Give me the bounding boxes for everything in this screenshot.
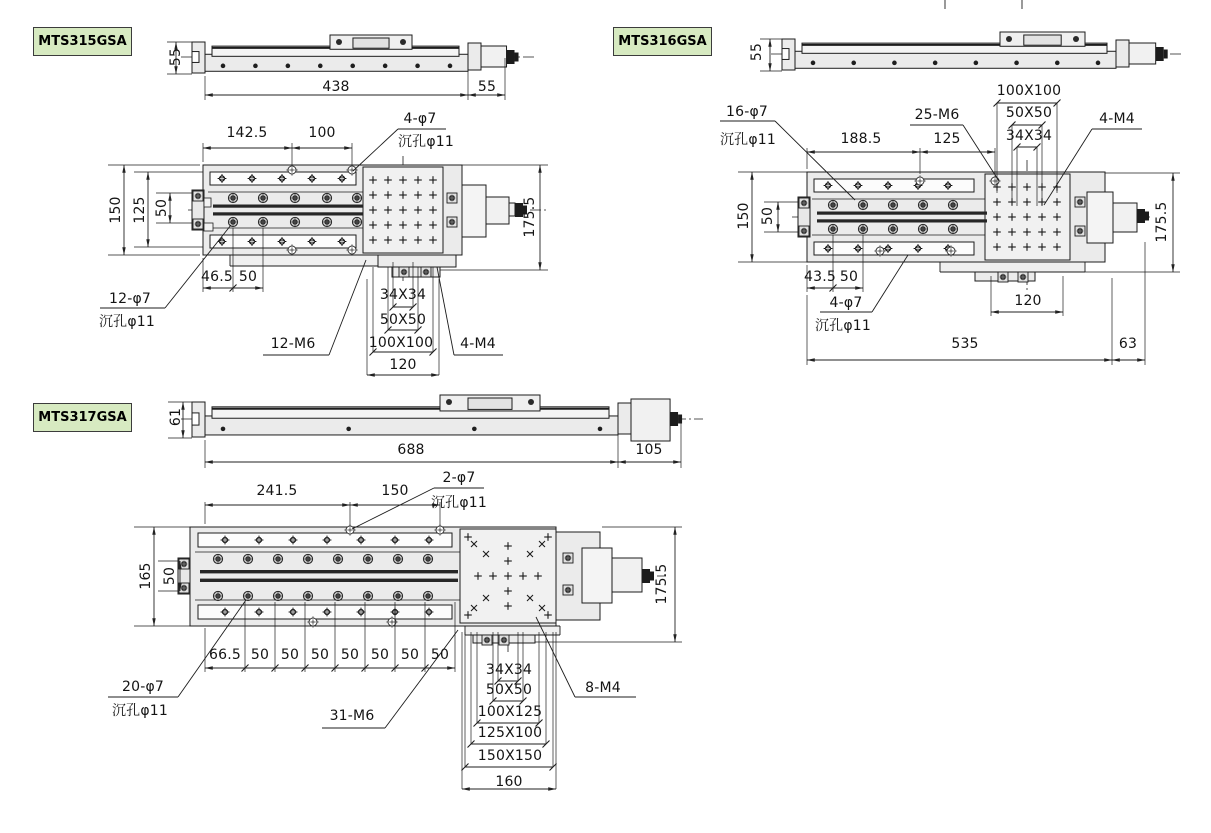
label-m316-L150: 150 (736, 202, 752, 230)
label-m315-top1: 142.5 (226, 125, 268, 141)
model-label: MTS315GSA (38, 34, 127, 49)
label-m316-R: 175.5 (1154, 201, 1170, 243)
label-m315-s3: 100X100 (368, 335, 434, 351)
label-m317-row-3: 50 (310, 647, 330, 663)
label-m316-top2: 125 (933, 131, 961, 147)
label-m317-row-7: 50 (430, 647, 450, 663)
label-m316-co_b1: 4-φ7 (829, 295, 863, 311)
label-m316-side_h: 55 (749, 42, 765, 62)
label-m316-d535: 535 (951, 336, 979, 352)
label-m317-side_end: 105 (635, 442, 663, 458)
label-m315-s1: 34X34 (379, 287, 427, 303)
label-m316-b1: 43.5 (804, 269, 836, 285)
label-m316-m6: 25-M6 (914, 107, 960, 123)
label-m315-s4: 120 (389, 357, 417, 373)
label-m316-s1: 100X100 (996, 83, 1062, 99)
label-m317-co_l2: 沉孔φ11 (111, 703, 169, 719)
label-m317-co_l1: 20-φ7 (121, 679, 165, 695)
label-m317-L165: 165 (138, 562, 154, 590)
label-m316-d63: 63 (1118, 336, 1138, 352)
label-m317-row-6: 50 (400, 647, 420, 663)
label-m317-s5: 150X150 (477, 748, 543, 764)
label-m317-co_top2: 沉孔φ11 (430, 495, 488, 511)
label-m315-side_len: 438 (322, 79, 350, 95)
model-badge-mts316gsa (613, 27, 712, 56)
label-m317-s3: 100X125 (477, 704, 543, 720)
model-label: MTS316GSA (618, 34, 707, 49)
label-m315-co_top2: 沉孔φ11 (397, 134, 455, 150)
label-m317-co_top1: 2-φ7 (442, 470, 476, 486)
label-m316-L50: 50 (760, 206, 776, 226)
label-m317-row-0: 66.5 (209, 647, 241, 663)
label-m317-top1: 241.5 (256, 483, 298, 499)
label-m317-side_len: 688 (397, 442, 425, 458)
label-m315-m4: 4-M4 (460, 336, 496, 352)
label-m315-L50: 50 (154, 198, 170, 218)
label-m317-top2: 150 (381, 483, 409, 499)
label-m316-d120: 120 (1014, 293, 1042, 309)
label-m315-b1: 46.5 (201, 269, 233, 285)
label-m316-b2: 50 (839, 269, 859, 285)
label-m315-co_l1: 12-φ7 (108, 291, 152, 307)
label-m315-s2: 50X50 (379, 312, 427, 328)
label-m315-L125: 125 (132, 196, 148, 224)
label-m316-co_l1: 16-φ7 (725, 104, 769, 120)
label-m315-R: 175.5 (522, 196, 538, 238)
label-m317-L50: 50 (162, 566, 178, 586)
label-m316-co_b2: 沉孔φ11 (814, 318, 872, 334)
label-m315-L150: 150 (108, 196, 124, 224)
label-m317-s6: 160 (495, 774, 523, 790)
label-m317-m4: 8-M4 (585, 680, 621, 696)
label-m317-R: 175.5 (654, 563, 670, 605)
label-m316-s3: 34X34 (1005, 128, 1053, 144)
label-m316-co_l2: 沉孔φ11 (719, 132, 777, 148)
label-m316-s2: 50X50 (1005, 105, 1053, 121)
label-m317-side_h: 61 (168, 407, 184, 427)
label-m317-s1: 34X34 (485, 662, 533, 678)
model-badge-mts315gsa (33, 27, 132, 56)
label-m315-co_l2: 沉孔φ11 (98, 314, 156, 330)
model-badge-mts317gsa (33, 403, 132, 432)
label-m315-m6: 12-M6 (270, 336, 316, 352)
label-m317-m6: 31-M6 (329, 708, 375, 724)
model-label: MTS317GSA (38, 410, 127, 425)
label-m315-top2: 100 (308, 125, 336, 141)
label-m317-row-2: 50 (280, 647, 300, 663)
label-m315-side_h: 55 (168, 47, 184, 67)
label-m315-side_end: 55 (477, 79, 497, 95)
label-m316-top1: 188.5 (840, 131, 882, 147)
label-m317-row-1: 50 (250, 647, 270, 663)
label-m317-row-5: 50 (370, 647, 390, 663)
label-m316-m4: 4-M4 (1099, 111, 1135, 127)
label-m317-row-4: 50 (340, 647, 360, 663)
label-m317-s4: 125X100 (477, 725, 543, 741)
label-m315-b2: 50 (238, 269, 258, 285)
label-m315-co_top1: 4-φ7 (403, 111, 437, 127)
label-m317-s2: 50X50 (485, 682, 533, 698)
